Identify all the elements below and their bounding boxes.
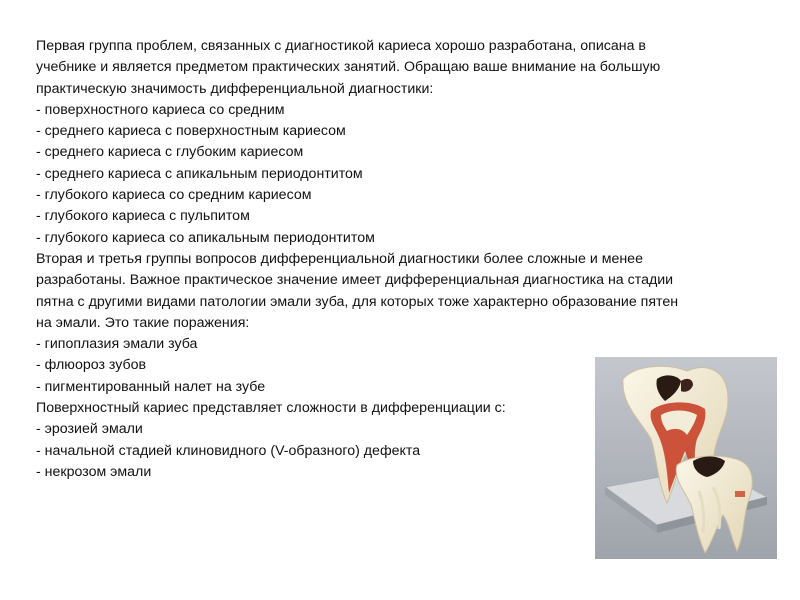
list-item: - некрозом эмали [36, 463, 152, 480]
text-line: практическую значимость дифференциальной диагностики: [36, 80, 434, 97]
text-line: Первая группа проблем, связанных с диагностикой кариеса хорошо разработана, описана в [36, 38, 646, 54]
list-item: - поверхностного кариеса со средним [36, 101, 285, 118]
list-item: - глубокого кариеса с пульпитом [36, 208, 250, 225]
list-item: - глубокого кариеса со апикальным периодонтитом [36, 229, 375, 246]
list-item: - флюороз зубов [36, 357, 147, 374]
list-item: - гипоплазия эмали зуба [36, 336, 198, 353]
list-item: - среднего кариеса с поверхностным кариесом [36, 123, 346, 140]
tooth-model-photo [595, 357, 777, 559]
text-line: разработаны. Важное практическое значение имеет дифференциальная диагностика на стадии [36, 272, 674, 289]
text-line: на эмали. Это такие поражения: [36, 314, 250, 331]
list-item: - пигментированный налет на зубе [36, 378, 266, 395]
text-line: Вторая и третья группы вопросов дифференциальной диагностики более сложные и менее [36, 250, 643, 267]
text-line: учебнике и является предметом практических занятий. Обращаю ваше внимание на большую [36, 59, 661, 76]
list-item: - среднего кариеса с апикальным периодонтитом [36, 165, 363, 182]
list-item: - эрозией эмали [36, 421, 143, 438]
text-line: Поверхностный кариес представляет сложности в дифференциации с: [36, 400, 506, 417]
text-line: пятна с другими видами патологии эмали зуба, для которых тоже характерно образование пятен [36, 293, 679, 310]
tooth-model-icon [595, 357, 777, 559]
list-item: - среднего кариеса с глубоким кариесом [36, 144, 304, 161]
list-item: - глубокого кариеса со средним кариесом [36, 187, 312, 204]
list-item: - начальной стадией клиновидного (V-образного) дефекта [36, 442, 421, 459]
